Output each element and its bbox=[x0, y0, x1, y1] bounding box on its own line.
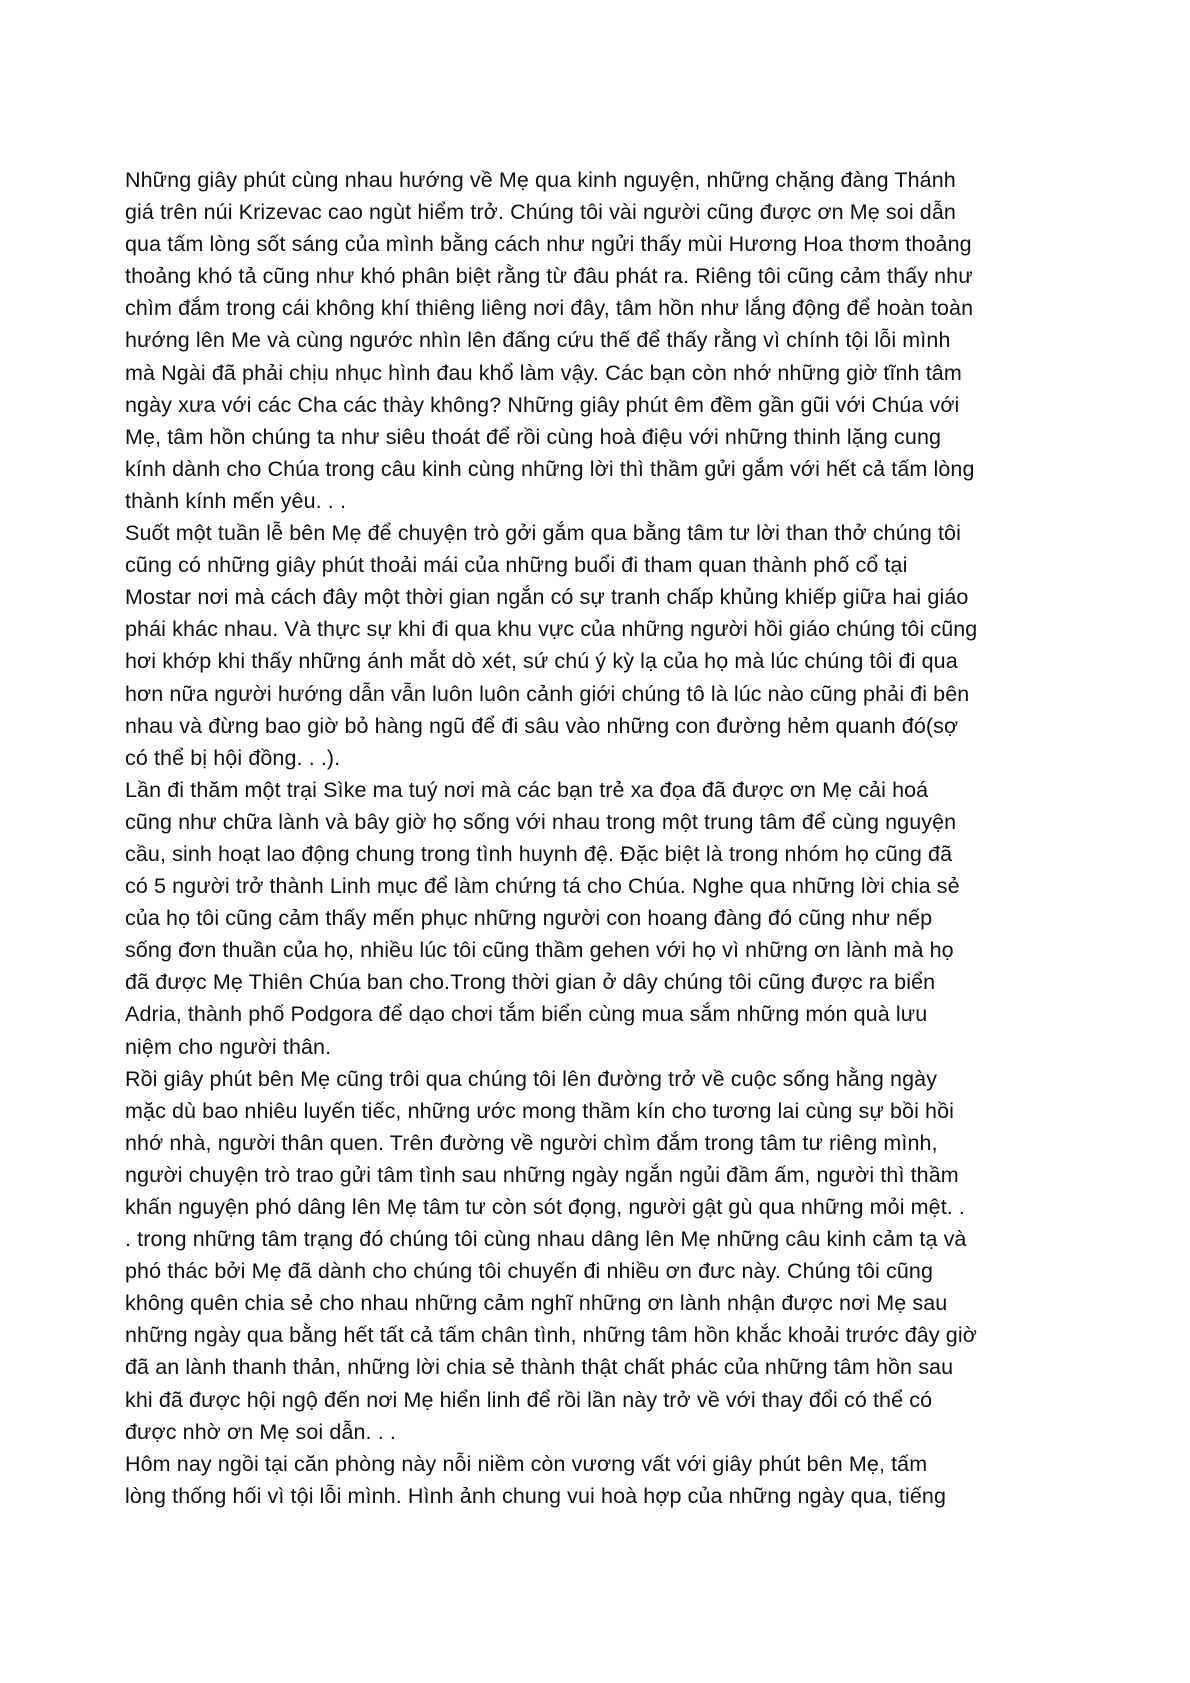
text-line: nhớ nhà, người thân quen. Trên đường về người chìm đắm trong tâm tư riêng mình, bbox=[125, 1130, 938, 1155]
text-line: Hôm nay ngồi tại căn phòng này nỗi niềm còn vương vất với giây phút bên Mẹ, tấm bbox=[125, 1451, 928, 1476]
text-line: đã được Mẹ Thiên Chúa ban cho.Trong thời gian ở dây chúng tôi cũng được ra biển bbox=[125, 970, 936, 995]
text-line: hướng lên Me và cùng ngước nhìn lên đấng cứu thế để thấy rằng vì chính tội lỗi mình bbox=[125, 328, 951, 353]
text-line: có 5 người trở thành Linh mục để làm chứng tá cho Chúa. Nghe qua những lời chia sẻ bbox=[125, 874, 960, 899]
text-line: qua tấm lòng sốt sáng của mình bằng cách như ngửi thấy mùi Hương Hoa thơm thoảng bbox=[125, 232, 972, 257]
text-line: hơn nữa người hướng dẫn vẫn luôn luôn cảnh giới chúng tô là lúc nào cũng phải đi bên bbox=[125, 681, 970, 706]
text-line: không quên chia sẻ cho nhau những cảm nghĩ những ơn lành nhận được nơi Mẹ sau bbox=[125, 1291, 948, 1316]
text-line: có thể bị hội đồng. . .). bbox=[125, 745, 341, 770]
text-line: những ngày qua bằng hết tất cả tấm chân tình, những tâm hồn khắc khoải trước đây giờ bbox=[125, 1323, 977, 1348]
text-line: khi đã được hội ngộ đến nơi Mẹ hiển linh để rồi lần này trở về với thay đổi có thể có bbox=[125, 1387, 933, 1412]
text-line: người chuyện trò trao gửi tâm tình sau những ngày ngắn ngủi đầm ấm, người thì thầm bbox=[125, 1162, 959, 1187]
text-line: phái khác nhau. Và thực sự khi đi qua khu vực của những người hồi giáo chúng tôi cũng bbox=[125, 617, 978, 642]
text-line: cầu, sinh hoạt lao động chung trong tình huynh đệ. Đặc biệt là trong nhóm họ cũng đã bbox=[125, 841, 953, 866]
text-line: Suốt một tuần lễ bên Mẹ để chuyện trò gởi gắm qua bằng tâm tư lời than thở chúng tôi bbox=[125, 521, 961, 546]
text-line: của họ tôi cũng cảm thấy mến phục những người con hoang đàng đó cũng như nếp bbox=[125, 906, 933, 931]
text-line: được nhờ ơn Mẹ soi dẫn. . . bbox=[125, 1419, 396, 1444]
text-line: phó thác bởi Mẹ đã dành cho chúng tôi chuyến đi nhiều ơn đưc này. Chúng tôi cũng bbox=[125, 1259, 934, 1284]
text-line: kính dành cho Chúa trong câu kinh cùng những lời thì thầm gửi gắm với hết cả tấm lòng bbox=[125, 456, 975, 481]
text-line: cũng có những giây phút thoải mái của những buổi đi tham quan thành phố cổ tại bbox=[125, 553, 908, 578]
text-line: sống đơn thuần của họ, nhiều lúc tôi cũng thầm gehen với họ vì những ơn lành mà họ bbox=[125, 938, 954, 963]
text-line: Mostar nơi mà cách đây một thời gian ngắn có sự tranh chấp khủng khiếp giữa hai giáo bbox=[125, 585, 969, 610]
text-line: Những giây phút cùng nhau hướng về Mẹ qua kinh nguyện, những chặng đàng Thánh bbox=[125, 168, 956, 192]
text-line: mà Ngài đã phải chịu nhục hình đau khổ làm vậy. Các bạn còn nhớ những giờ tĩnh tâm bbox=[125, 360, 962, 385]
text-line: giá trên núi Krizevac cao ngùt hiểm trở. Chúng tôi vài người cũng được ơn Mẹ soi dẫn bbox=[125, 200, 956, 225]
text-line: ngày xưa với các Cha các thày không? Những giây phút êm đềm gần gũi với Chúa với bbox=[125, 392, 960, 417]
text-line: . trong những tâm trạng đó chúng tôi cùng nhau dâng lên Mẹ những câu kinh cảm tạ và bbox=[125, 1227, 967, 1252]
text-line: chìm đắm trong cái không khí thiêng liêng nơi đây, tâm hồn như lắng động để hoàn toàn bbox=[125, 296, 974, 321]
text-line: hơi khớp khi thấy những ánh mắt dò xét, sứ chú ý kỳ lạ của họ mà lúc chúng tôi đi qua bbox=[125, 649, 958, 674]
text-line: thoảng khó tả cũng như khó phân biệt rằng từ đâu phát ra. Riêng tôi cũng cảm thấy như bbox=[125, 264, 973, 289]
text-line: mặc dù bao nhiêu luyến tiếc, những ước mong thầm kín cho tương lai cùng sự bồi hồi bbox=[125, 1098, 955, 1123]
text-line: khấn nguyện phó dâng lên Mẹ tâm tư còn sót đọng, người gật gù qua những mỏi mệt. . bbox=[125, 1195, 966, 1219]
text-line: Lần đi thăm một trại Sìke ma tuý nơi mà các bạn trẻ xa đọa đã được ơn Mẹ cải hoá bbox=[125, 777, 929, 802]
text-line: cũng như chữa lành và bây giờ họ sống với nhau trong một trung tâm để cùng nguyện bbox=[125, 809, 957, 834]
text-line: Adria, thành phố Podgora để dạo chơi tắm biển cùng mua sắm những món quà lưu bbox=[125, 1002, 928, 1027]
text-line: Mẹ, tâm hồn chúng ta như siêu thoát để rồi cùng hoà điệu với những thinh lặng cung bbox=[125, 424, 942, 449]
text-line: lòng thống hối vì tội lỗi mình. Hình ảnh chung vui hoà hợp của những ngày qua, tiếng bbox=[125, 1483, 947, 1508]
text-line: nhau và đừng bao giờ bỏ hàng ngũ để đi sâu vào những con đường hẻm quanh đó(sợ bbox=[125, 713, 959, 738]
text-line: Rồi giây phút bên Mẹ cũng trôi qua chúng tôi lên đường trở về cuộc sống hằng ngày bbox=[125, 1066, 938, 1091]
text-line: thành kính mến yêu. . . bbox=[125, 488, 347, 513]
body-text bbox=[125, 164, 1110, 1512]
text-line: đã an lành thanh thản, những lời chia sẻ thành thật chất phác của những tâm hồn sau bbox=[125, 1355, 954, 1380]
text-line: niệm cho người thân. bbox=[125, 1034, 332, 1059]
